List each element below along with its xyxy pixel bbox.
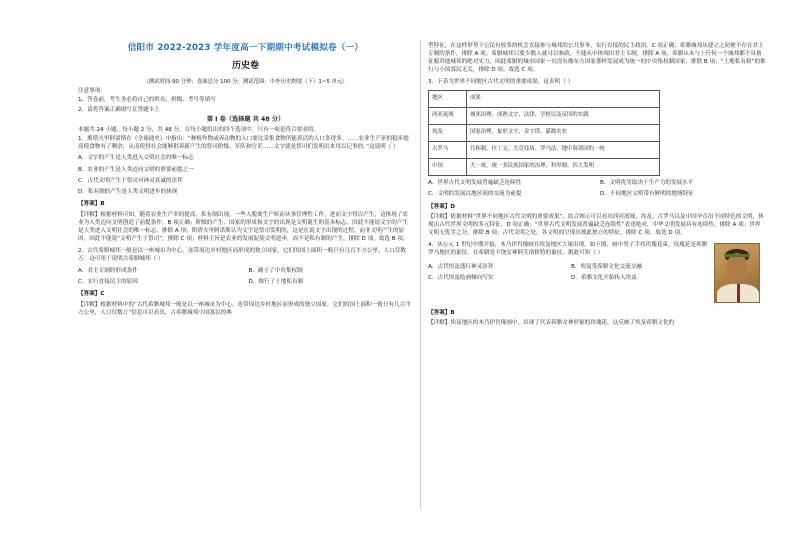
right-column [428, 42, 766, 327]
section-title: 第 I 卷（选择题 共 48 分） [206, 115, 285, 123]
question-2-answer: 【答案】C [78, 291, 105, 298]
option-b: B．农业的产生是人类迈向文明的重要前提之一 [78, 166, 194, 173]
exam-title: 信阳市 2022-2023 学年度高一下期期中考试模拟卷（一） [127, 43, 364, 53]
option-c: C．文明的发展以地区间的交流为前提 [428, 191, 522, 198]
table-cell: 共和制、拉丁文、大竞技场、罗马法、地中海诸国的一统 [467, 141, 660, 158]
option-a: A．文字的产生是人类进入文明社会的唯一标志 [78, 155, 194, 162]
exam-info: （测试时间:90 分钟；卷面总分 100 分；测试范围：中外历史纲要（下）1~5 单元） [143, 78, 348, 85]
table-header-cell: 成果 [467, 90, 660, 107]
option-a: A．君主专制的形成条件 [78, 267, 138, 274]
question-3-table [428, 90, 660, 176]
table-cell: 中国 [429, 158, 467, 175]
table-cell: 国家治理、象形文字、金字塔、灌溉农业 [467, 124, 660, 141]
question-4-text [428, 237, 708, 303]
question-1-options [78, 153, 413, 197]
option-d: D．私有制的产生是人类文明进步的体现 [78, 188, 178, 195]
column-divider [420, 40, 421, 510]
question-1-explanation: 【详解】根据材料可知，随着农业生产率的提高，私有制出现，一些人脱离生产转而从事管理性工作，进而文字得以产生，这体现了农业为人类迈向文明创造了前提条件，B 项正确；阶级的产生、国家的形成和文字的出现是文明诞生的基本标志，因此不能说文字的产生是人类进入文明社会的唯一标志，排除 A 项；斯塔夫里阿诺斯认为文字是祭司发明的，这是在说文字出现的过程，而非文明产生的原因，因此不能说“文明产生于祭司”，排除 C 项；材料主旨是农业的发展促使文明进步，而不是私有制的产生，排除 D 项。故选 B 项。 [78, 211, 409, 242]
table-cell: 古罗马 [429, 141, 467, 158]
option-a: A．世界古代文明发展普遍缺乏连续性 [428, 180, 522, 187]
option-c: C．古代埃及绘画倾向写实 [428, 275, 494, 282]
question-2-stem: 2．古代希腊城邦一般是以一座城市为中心、连带周边乡村地区而形成的独立国家，它们的国土面积一般只有几百平方公里，人口仅数万。这可用于说明古希腊城邦（ ） [78, 247, 406, 263]
option-b: B．埃及受希腊文化交流交融 [571, 263, 642, 270]
table-cell: 西亚流域 [429, 107, 467, 124]
option-d: D．希腊文化开始传入埃及 [571, 275, 637, 282]
table-row [429, 158, 660, 175]
question-3-options [428, 178, 766, 200]
option-b: B．文明优劣取决于生产力的发展水平 [600, 180, 694, 187]
notes-heading: 注意事项： [78, 88, 106, 95]
table-row [429, 107, 660, 124]
note-item: 1、答卷前，考生务必将自己的姓名、班级、考号等填写 [78, 97, 216, 104]
question-4-stem: 4．从公元 1 世纪中期开始，木乃伊肖像画在埃及地区大量出现。如下图，画中男子手持玫瑰花束，玫瑰花是希腊罗马地区的象征，在希腊是丰饶女神阿芙洛狄特的象征。据此可知（ ） [428, 242, 708, 257]
question-4-explanation: 【详解】埃及地区的木乃伊肖像画中，出现了代表希腊女神形象的玫瑰花，这反映了埃及希腊文化的 [428, 320, 675, 327]
exam-subtitle: 历史卷 [231, 61, 259, 72]
question-2-options [78, 265, 413, 287]
note-item: 2、请将答案正确填写在答题卡上 [78, 106, 160, 113]
question-2-explanation-continued: 型特征，在这样形势下公民有较多的机会直接参与城邦的公共事务，实行直接的民主政治，C 项正确；希腊城邦从建立之初便不存在君主专制的条件，排除 A 项；希腊城邦只要少数人就可以参政，不能从中体现出君主专制，排除 A 项；希腊从未与上任何一个城邦都不具备征服其他城邦的绝对实力，因此希腊的城市国家一直没有像东方国家那样发展成为统一的中央集权制国家，排除 B 项；“土地私有制”的推行与小国寡民无关，排除 D 项。故选 C 项。 [428, 43, 766, 74]
table-cell: 城邦治理、成熟文字、法律、学校以及帝国的实践 [467, 107, 660, 124]
question-4-answer: 【答案】B [428, 310, 455, 317]
option-a: A．古代埃及盛行神灵崇拜 [428, 263, 494, 270]
option-c: C．实行直接民主的原因 [78, 278, 138, 285]
option-c: C．古代文明产生于祭司对神灵真诚的崇拜 [78, 177, 183, 184]
table-row [429, 141, 660, 158]
option-b: B．确立了中央集权制 [248, 267, 303, 274]
table-header-cell: 地区 [429, 90, 467, 107]
table-cell: 大一统、统一多民族国家的治理、科举制、四大发明 [467, 158, 660, 175]
left-column [78, 42, 413, 317]
portrait-clavus-stripe [737, 284, 740, 303]
portrait-wreath [724, 254, 750, 257]
question-4-block [428, 237, 766, 303]
section-intro: 本题共 24 小题，每小题 2 分，共 48 分。在每小题给出的四个选项中，只有一项是符合要求的。 [78, 126, 320, 133]
option-d: D．推行了土地私有制 [248, 278, 304, 285]
mummy-portrait-image [714, 243, 760, 303]
question-4-options [428, 261, 708, 283]
portrait-face [727, 253, 747, 279]
table-header-row [429, 90, 660, 107]
question-2-explanation: 【详解】根据材料中的“古代希腊城邦一般是以一座城市为中心、连带周边乡村地区而形成的独立国家，它们的国土面积一般只有几百平方公里，人口仅数万”信息可以看出，古希腊城邦小国寡民的典 [78, 301, 411, 316]
question-1-stem: 1．斯塔夫里阿诺斯在《全球通史》中指出：“种植作物或养动物的人口要比采集食物所能养活的人口多得多。……农业生产率的稳步提高使食物有了剩余，从而使得社会能够供养新产生的祭司阶级、军队和官吏……文字就是祭司们发明出来用以记事的。”这说明（ ） [78, 135, 409, 150]
question-3-explanation: 【详解】依据材料“世界不同地区古代文明的重要成果”，结合图示可以看出西河流域、埃及、古罗马以及中国孕育出不同特色的文明，体现出古代世界文明的多元特征，D 项正确；“世界古代文明发展普遍缺乏连续性”表述绝对，中华文明发展具有连续性，排除 A 项；世界文明无优劣之分，排除 B 项；古代文明之处，各文明间呈现出彼此独立的特征，排除 C 项。故选 D 项。 [428, 213, 764, 237]
question-3-answer: 【答案】D [428, 203, 456, 210]
table-row [429, 124, 660, 141]
table-cell: 埃及 [429, 124, 467, 141]
question-3-stem: 3．下表为世界不同地区古代文明的重要成果。这表明（ ） [428, 79, 574, 86]
question-1-answer: 【答案】B [78, 201, 105, 208]
option-d: D．不同地区文明带有鲜明的地域特征 [600, 191, 694, 198]
